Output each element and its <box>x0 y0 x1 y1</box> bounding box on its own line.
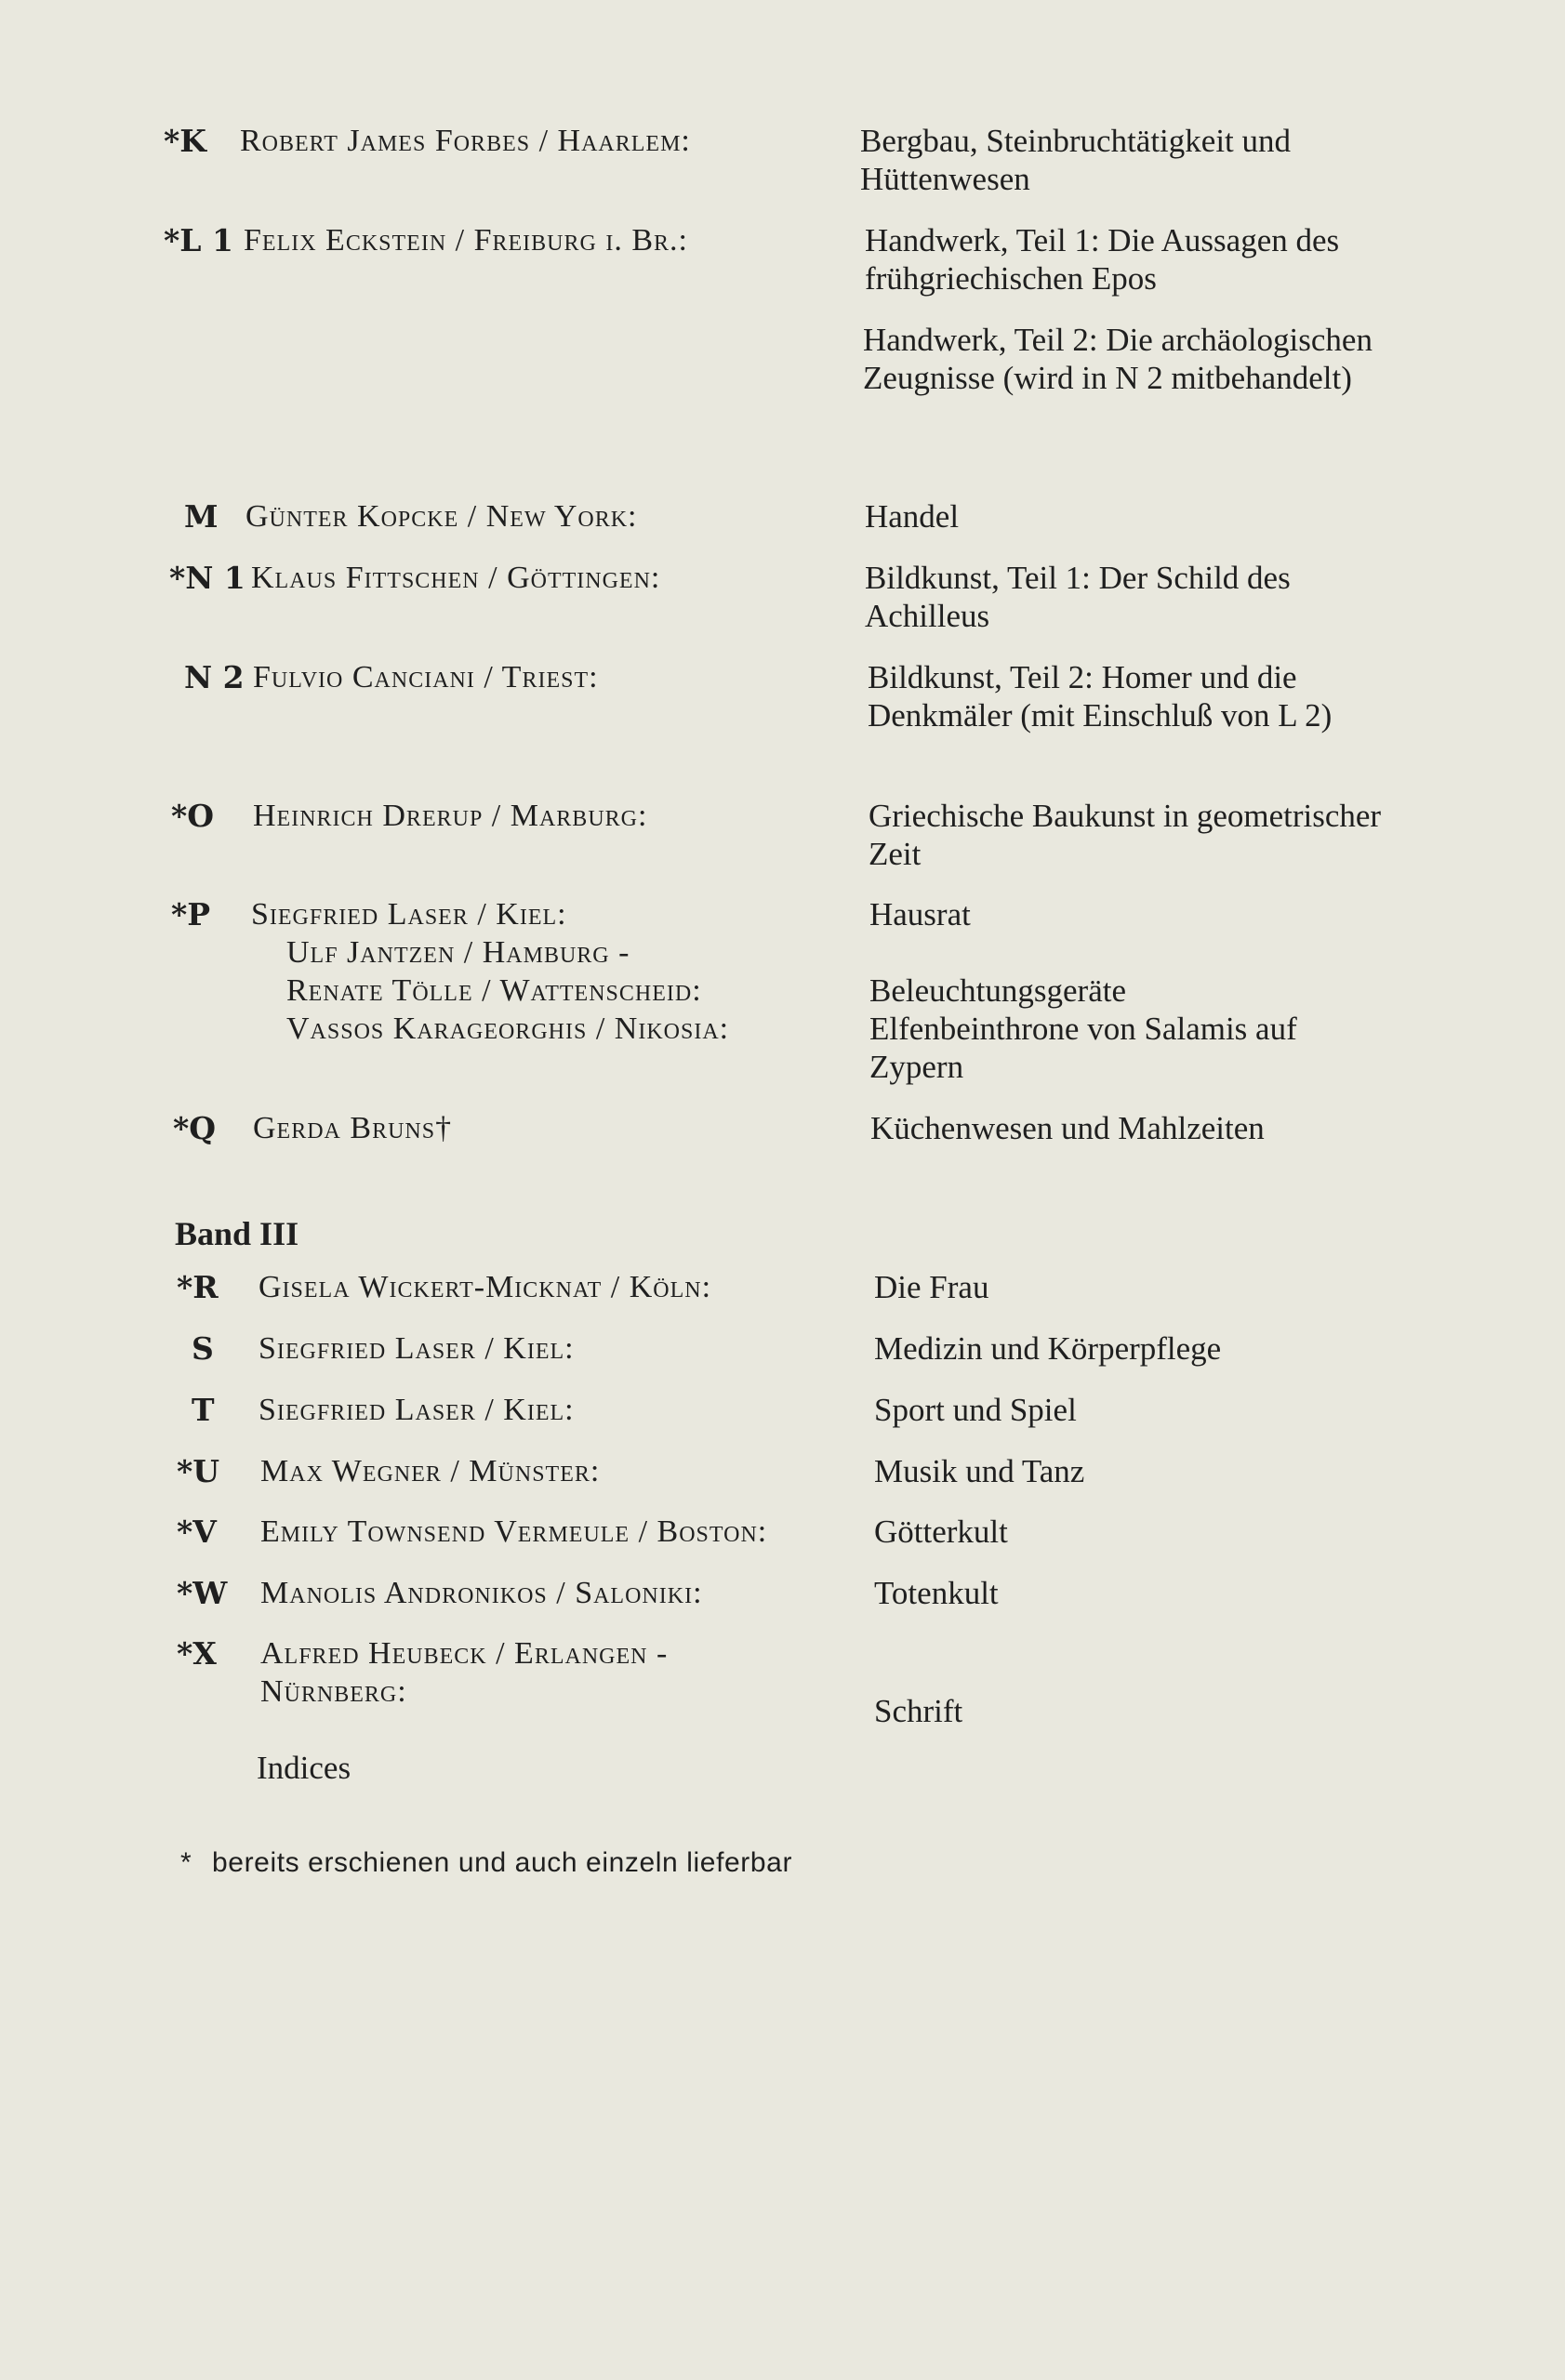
author-line: Heinrich Drerup / Marburg: <box>253 799 648 833</box>
entry-author <box>253 658 867 696</box>
entry-author <box>253 797 867 835</box>
entry-code: *O <box>171 798 215 834</box>
author-line: Vassos Karageorghis / Nikosia: <box>286 1012 730 1046</box>
entry-topic <box>874 1268 1395 1306</box>
author-line: Manolis Andronikos / Saloniki: <box>260 1576 703 1610</box>
topic-text: Totenkult <box>874 1575 999 1611</box>
entry-code: *Q <box>173 1110 217 1146</box>
topic-text: Bildkunst, Teil 2: Homer und die Denkmäler (mit Einschluß von L 2) <box>868 659 1333 734</box>
entry-code: *X <box>177 1635 217 1672</box>
entry-code: *K <box>164 123 206 159</box>
author-line: Siegfried Laser / Kiel: <box>259 1331 575 1366</box>
entry-topic <box>868 658 1388 734</box>
author-line: Fulvio Canciani / Triest: <box>253 660 599 694</box>
author-line: Robert James Forbes / Haarlem: <box>240 124 691 158</box>
entry-topic <box>874 1692 1395 1730</box>
author-line: Alfred Heubeck / Erlangen - <box>260 1636 669 1671</box>
entry-topic <box>874 1513 1395 1551</box>
entry-author <box>260 1574 874 1612</box>
author-line: Klaus Fittschen / Göttingen: <box>251 561 661 595</box>
topic-text: Handwerk, Teil 2: Die archäologischen Zeugnisse (wird in N 2 mitbehandelt) <box>863 322 1373 396</box>
topic-text: Bildkunst, Teil 1: Der Schild des Achilleus <box>865 560 1291 634</box>
entry-author <box>251 895 865 1048</box>
footnote-marker: * <box>180 1847 192 1878</box>
topic-text: Sport und Spiel <box>874 1392 1077 1428</box>
author-line: Nürnberg: <box>260 1674 407 1709</box>
entry-topic <box>869 797 1389 873</box>
author-line: Siegfried Laser / Kiel: <box>259 1393 575 1427</box>
topic-text: Die Frau <box>874 1269 989 1305</box>
entry-author <box>240 122 854 160</box>
entry-topic <box>865 559 1386 635</box>
entry-topic <box>870 1109 1391 1147</box>
entry-author <box>244 221 857 259</box>
topic-text: Handwerk, Teil 1: Die Aussagen des frühgriechischen Epos <box>865 222 1340 297</box>
topic-text: Hausrat <box>869 896 971 932</box>
entry-topic <box>860 122 1381 198</box>
footnote <box>180 1844 792 1882</box>
topic-text: Medizin und Körperpflege <box>874 1330 1222 1367</box>
entry-code: *L 1 <box>164 222 233 258</box>
entry-topic <box>874 1391 1395 1429</box>
author-line: Gerda Bruns† <box>253 1111 453 1145</box>
topic-text: Musik und Tanz <box>874 1453 1085 1489</box>
entry-topic <box>874 1574 1395 1612</box>
entry-code: *U <box>177 1453 220 1489</box>
entry-author <box>259 1268 872 1306</box>
entry-topic <box>874 1452 1395 1490</box>
entry-code: *R <box>177 1269 219 1305</box>
topic-text: Küchenwesen und Mahlzeiten <box>870 1110 1265 1146</box>
topic-text: Handel <box>865 498 960 535</box>
topic-text: Griechische Baukunst in geometrischer Zeit <box>869 798 1382 872</box>
author-line: Emily Townsend Vermeule / Boston: <box>260 1514 768 1549</box>
entry-topic <box>874 1329 1395 1368</box>
entry-code: *N 1 <box>169 560 245 596</box>
footnote-text: bereits erschienen und auch einzeln lieferbar <box>212 1847 793 1878</box>
author-line: Günter Kopcke / New York: <box>245 499 638 534</box>
entry-author <box>259 1329 872 1368</box>
entry-code: N 2 <box>184 659 245 695</box>
indices-label: Indices <box>257 1750 351 1786</box>
topic-text: Götterkult <box>874 1514 1008 1550</box>
author-line: Siegfried Laser / Kiel: <box>251 897 567 932</box>
entry-code: *V <box>177 1514 217 1550</box>
topic-text: Bergbau, Steinbruchtätigkeit und Hüttenwesen <box>860 123 1292 197</box>
entry-author <box>260 1513 874 1551</box>
topic-text: Elfenbeinthrone von Salamis auf Zypern <box>869 1011 1297 1085</box>
section-heading-band-iii: Band III <box>175 1215 299 1252</box>
topic-text: Schrift <box>874 1693 963 1729</box>
author-line: Renate Tölle / Wattenscheid: <box>286 973 702 1008</box>
entry-topic <box>869 895 1390 1086</box>
author-line: Max Wegner / Münster: <box>260 1454 601 1488</box>
entry-author <box>260 1634 874 1711</box>
entry-author <box>253 1109 867 1147</box>
entry-code: M <box>184 498 219 535</box>
author-line: Felix Eckstein / Freiburg i. Br.: <box>244 223 688 258</box>
entry-code: T <box>192 1392 215 1428</box>
topic-text: Beleuchtungsgeräte <box>869 972 1127 1009</box>
entry-author <box>260 1452 874 1490</box>
author-line: Gisela Wickert-Micknat / Köln: <box>259 1270 712 1304</box>
entry-topic <box>865 221 1386 397</box>
entry-author <box>259 1391 872 1429</box>
entry-code: *P <box>171 896 211 932</box>
author-line: Ulf Jantzen / Hamburg - <box>286 935 630 970</box>
entry-code: S <box>192 1330 214 1367</box>
entry-code: *W <box>177 1575 228 1611</box>
entry-topic <box>865 497 1386 536</box>
entry-author <box>245 497 859 536</box>
entry-author <box>251 559 865 597</box>
